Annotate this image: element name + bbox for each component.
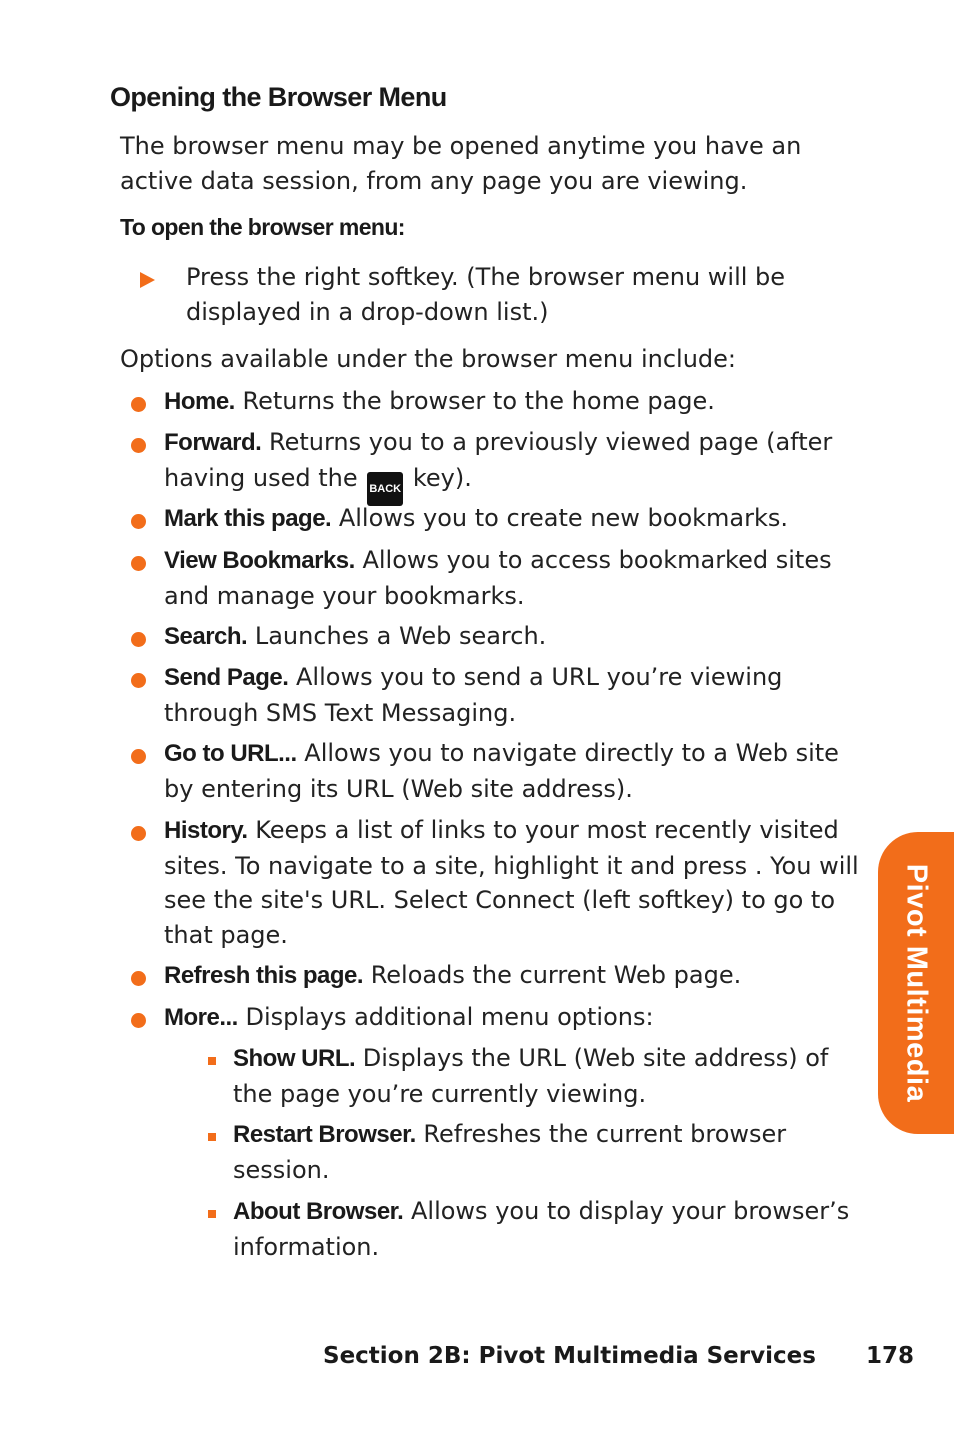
- list-item: [164, 543, 864, 613]
- bullet-icon: [131, 438, 146, 453]
- item-description: Refreshes the current browser session.: [233, 1120, 787, 1184]
- bullet-icon: [131, 826, 146, 841]
- item-description: Allows you to display your browser’s information.: [233, 1197, 850, 1261]
- item-description: key).: [405, 463, 472, 492]
- item-term: Mark this page.: [164, 505, 332, 532]
- list-item: [164, 736, 864, 806]
- options-intro: Options available under the browser menu include:: [120, 345, 737, 373]
- section-heading: Opening the Browser Menu: [110, 82, 447, 112]
- item-term: Forward.: [164, 429, 262, 456]
- item-description: Allows you to send a URL you’re viewing through SMS Text Messaging.: [164, 663, 783, 727]
- item-description: Returns you to a previously viewed page (after having used the: [164, 428, 833, 492]
- item-description: Launches a Web search.: [247, 622, 547, 650]
- item-term: Restart Browser.: [233, 1121, 416, 1148]
- item-description: Allows you to create new bookmarks.: [331, 504, 789, 532]
- list-item: [164, 660, 864, 730]
- bullet-icon: [131, 397, 146, 412]
- page-number: 178: [866, 1343, 915, 1369]
- sub-list-item: [233, 1194, 863, 1264]
- item-description: Reloads the current Web page.: [363, 961, 742, 989]
- footer-section-title: Section 2B: Pivot Multimedia Services: [323, 1343, 816, 1369]
- list-item: [164, 619, 864, 655]
- item-term: About Browser.: [233, 1198, 404, 1225]
- item-term: Search.: [164, 623, 248, 650]
- sub-bullet-icon: [208, 1057, 216, 1065]
- sub-list-item: [233, 1117, 863, 1187]
- item-description: Allows you to access bookmarked sites and manage your bookmarks.: [164, 546, 832, 610]
- item-description: Keeps a list of links to your most recently visited sites. To navigate to a site, highlight it and press . You will see the site's URL. Select Connect (left softkey) to go to that page.: [164, 816, 859, 949]
- item-term: History.: [164, 817, 248, 844]
- bullet-icon: [131, 632, 146, 647]
- back-key-icon: BACK: [367, 472, 403, 506]
- sub-bullet-icon: [208, 1210, 216, 1218]
- list-item: [164, 958, 864, 994]
- section-side-tab: [878, 832, 954, 1134]
- list-item: [164, 501, 864, 537]
- bullet-icon: [131, 971, 146, 986]
- item-description: Returns the browser to the home page.: [234, 387, 715, 415]
- sub-list-item: [233, 1041, 863, 1111]
- sub-bullet-icon: [208, 1133, 216, 1141]
- item-description: Displays the URL (Web site address) of the page you’re currently viewing.: [233, 1044, 829, 1108]
- step-arrow-icon: [140, 272, 155, 288]
- bullet-icon: [131, 556, 146, 571]
- item-term: View Bookmarks.: [164, 547, 355, 574]
- intro-paragraph: The browser menu may be opened anytime you have an active data session, from any page you are viewing.: [120, 132, 802, 195]
- bullet-icon: [131, 673, 146, 688]
- item-term: Send Page.: [164, 664, 289, 691]
- item-description: Displays additional menu options:: [237, 1003, 654, 1031]
- list-item: [164, 425, 864, 506]
- list-item: [164, 813, 864, 952]
- bullet-icon: [131, 749, 146, 764]
- list-item: [164, 1000, 864, 1036]
- procedure-step: Press the right softkey. (The browser menu will be displayed in a drop-down list.): [186, 263, 786, 326]
- item-term: Go to URL...: [164, 740, 297, 767]
- side-tab-label: Pivot Multimedia: [900, 863, 933, 1103]
- bullet-icon: [131, 514, 146, 529]
- item-term: Refresh this page.: [164, 962, 364, 989]
- bullet-icon: [131, 1013, 146, 1028]
- list-item: [164, 384, 864, 420]
- item-description: Allows you to navigate directly to a Web site by entering its URL (Web site address).: [164, 739, 839, 803]
- item-term: More...: [164, 1004, 238, 1031]
- procedure-heading: To open the browser menu:: [120, 214, 405, 240]
- item-term: Show URL.: [233, 1045, 356, 1072]
- item-term: Home.: [164, 388, 235, 415]
